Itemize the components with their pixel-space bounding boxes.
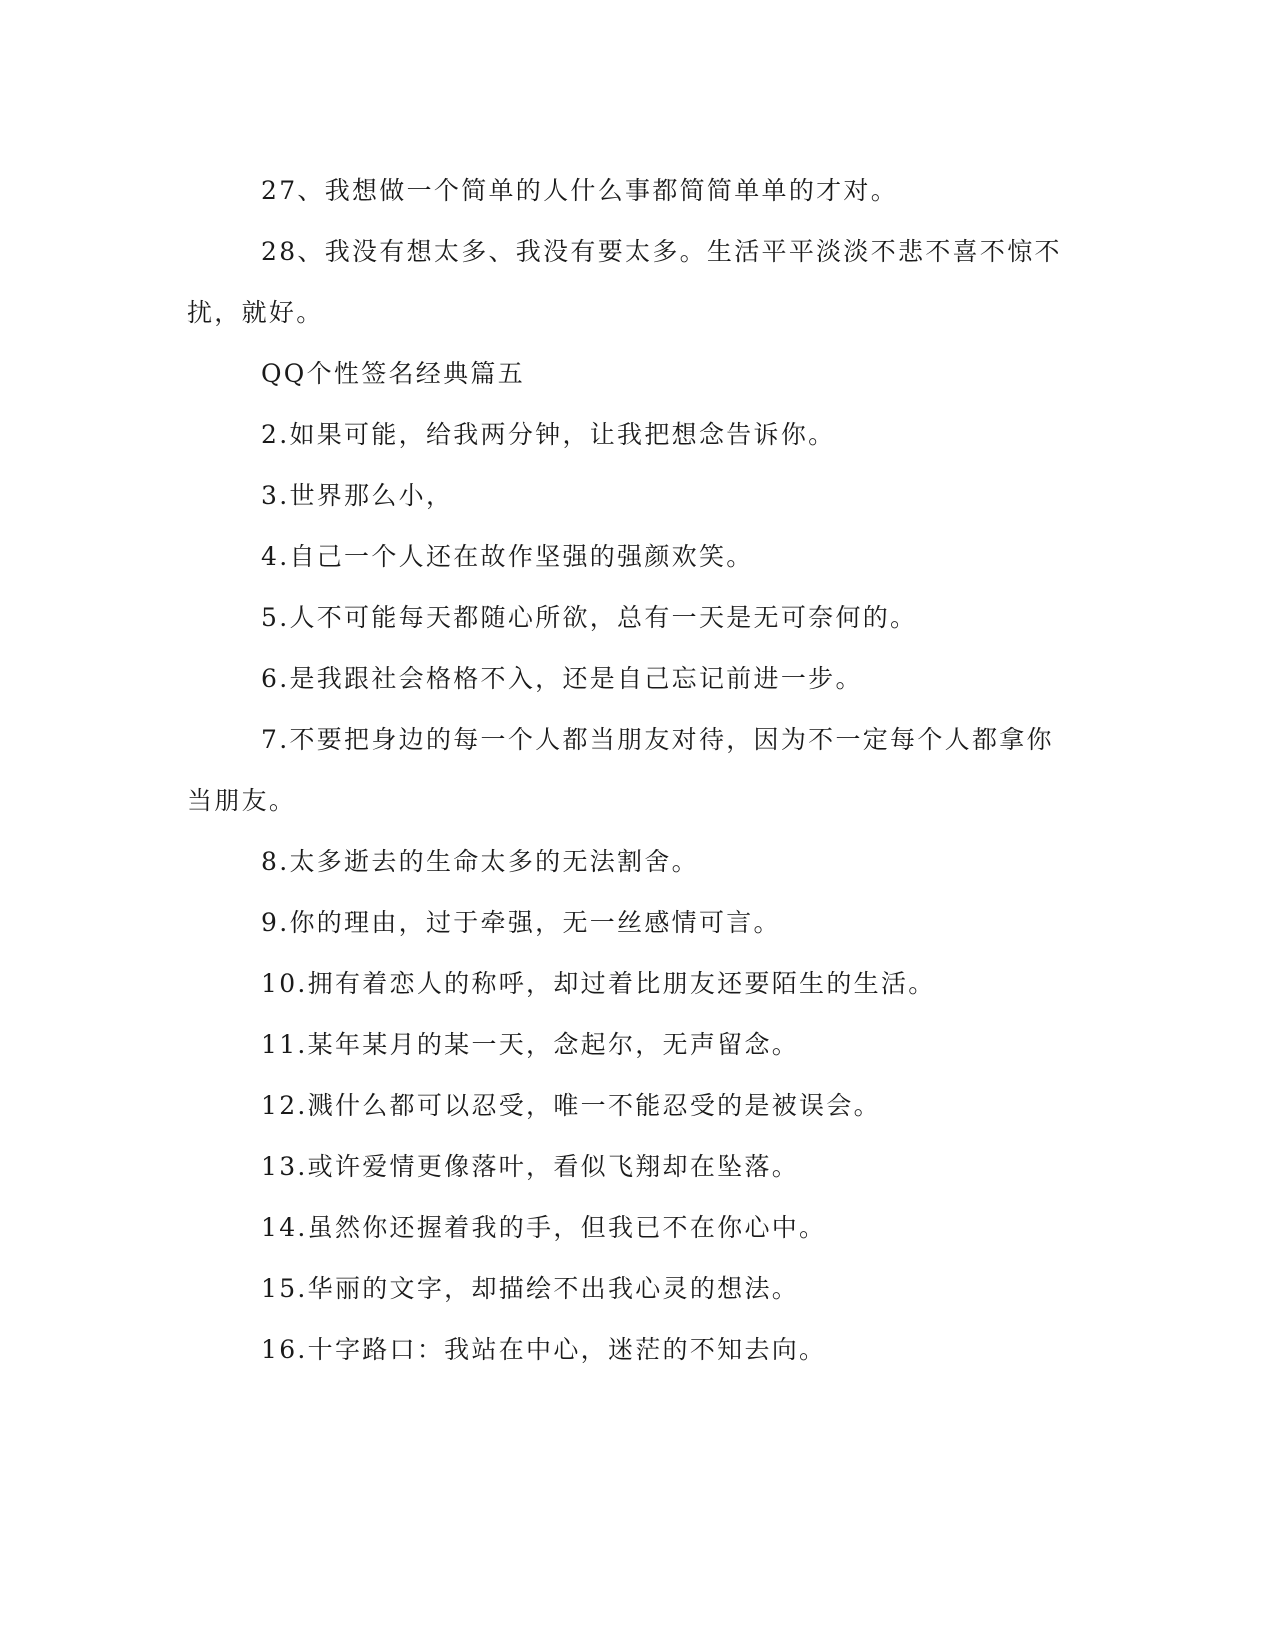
paragraph-9: 9.你的理由，过于牵强，无一丝感情可言。: [261, 908, 781, 937]
document-body: [187, 160, 1067, 1380]
paragraph-11: 11.某年某月的某一天，念起尔，无声留念。: [261, 1030, 800, 1059]
paragraph-5: 5.人不可能每天都随心所欲，总有一天是无可奈何的。: [261, 603, 918, 632]
paragraph-7: 7.不要把身边的每一个人都当朋友对待，因为不一定每个人都拿你当朋友。: [187, 725, 1054, 815]
paragraph-27: 27、我想做一个简单的人什么事都简简单单的才对。: [261, 176, 899, 205]
paragraph-2: 2.如果可能，给我两分钟，让我把想念告诉你。: [261, 420, 836, 449]
paragraph-8: 8.太多逝去的生命太多的无法割舍。: [261, 847, 699, 876]
paragraph-6: 6.是我跟社会格格不入，还是自己忘记前进一步。: [261, 664, 863, 693]
paragraph-28: 28、我没有想太多、我没有要太多。生活平平淡淡不悲不喜不惊不扰，就好。: [187, 237, 1062, 327]
section-heading: QQ个性签名经典篇五: [261, 359, 525, 388]
paragraph-14: 14.虽然你还握着我的手，但我已不在你心中。: [261, 1213, 827, 1242]
paragraph-13: 13.或许爱情更像落叶，看似飞翔却在坠落。: [261, 1152, 800, 1181]
paragraph-10: 10.拥有着恋人的称呼，却过着比朋友还要陌生的生活。: [261, 969, 936, 998]
paragraph-16: 16.十字路口：我站在中心，迷茫的不知去向。: [261, 1335, 827, 1364]
paragraph-4: 4.自己一个人还在故作坚强的强颜欢笑。: [261, 542, 754, 571]
paragraph-12: 12.溅什么都可以忍受，唯一不能忍受的是被误会。: [261, 1091, 881, 1120]
paragraph-3: 3.世界那么小，: [261, 481, 454, 510]
paragraph-15: 15.华丽的文字，却描绘不出我心灵的想法。: [261, 1274, 800, 1303]
